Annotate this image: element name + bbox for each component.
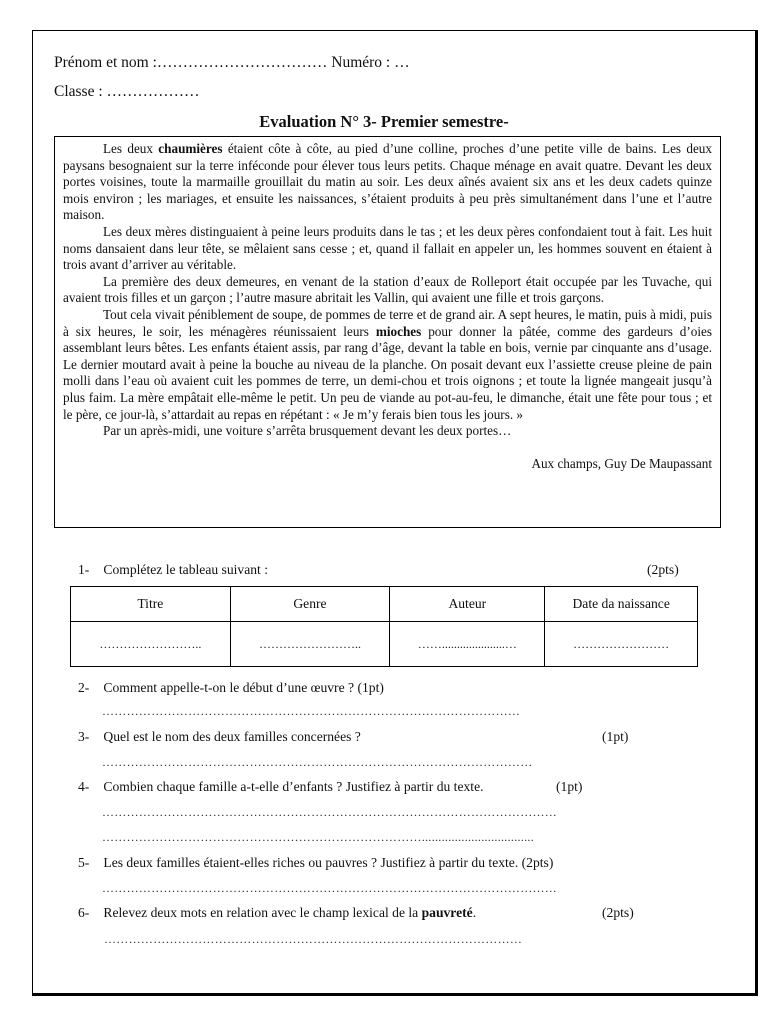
table-blank-birthdate[interactable]: ……………………	[545, 622, 698, 667]
table-blank-genre[interactable]: ……………………..	[230, 622, 390, 667]
answer-line[interactable]: …………………………………………………………………………………………………	[102, 881, 558, 895]
table-header-genre: Genre	[230, 587, 390, 622]
question-number: 1-	[78, 562, 90, 577]
answer-table	[70, 586, 698, 667]
table-blank-title[interactable]: ……………………..	[71, 622, 231, 667]
question-1	[78, 562, 268, 578]
question-number: 5-	[78, 855, 90, 870]
question-text: Relevez deux mots en relation avec le champ lexical de la pauvreté.	[103, 905, 477, 920]
page-title: Evaluation N° 3- Premier semestre-	[259, 112, 509, 131]
question-3-points: (1pt)	[602, 729, 629, 744]
reading-passage	[54, 136, 721, 528]
paragraph-4: Tout cela vivait péniblement de soupe, de pommes de terre et de grand air. A sept heures, le matin, puis à midi, puis à six heures, le soir, les ménagères réunissaient leurs mioches pour donner la pâtée, comme des gardeurs d’oies assemblant leurs bêtes. Les enfants étaient assis, par rang d’âge, devant la table en bois, vernie par cinquante ans d’usage. Le dernier moutard avait à peine la bouche au niveau de la planche. On posait devant eux l’assiette creuse pleine de pain molli dans l’eau où avaient cuit les pommes de terre, un demi-chou et trois oignons ; et toute la lignée mangeait jusqu’à plus faim. La mère empâtait elle-même le petit. Un peu de viande au pot-au-feu, le dimanche, était une fête pour tous ; et le père, ce jour-là, s’attardait au repas en répétant : « Je m’y ferais bien tous les jours. »	[63, 306, 712, 422]
answer-line[interactable]: ……………………………………………………………………………………………	[102, 755, 533, 769]
question-text: Quel est le nom des deux familles concernées ?	[103, 729, 361, 744]
question-text: Comment appelle-t-on le début d’une œuvre ? (1pt)	[103, 680, 384, 695]
bold-word-pauvrete: pauvreté	[421, 905, 473, 920]
question-6-points: (2pts)	[602, 905, 634, 920]
question-5	[78, 855, 553, 871]
question-number: 4-	[78, 779, 90, 794]
question-number: 2-	[78, 680, 90, 695]
attribution: Aux champs, Guy De Maupassant	[531, 455, 712, 471]
question-text: Les deux familles étaient-elles riches ou pauvres ? Justifiez à partir du texte. (2pts)	[103, 855, 554, 870]
table-header-title: Titre	[71, 587, 231, 622]
paragraph-5: Par un après-midi, une voiture s’arrêta brusquement devant les deux portes…	[103, 423, 512, 439]
table-blank-author[interactable]: …….....................…	[390, 622, 545, 667]
question-number: 3-	[78, 729, 90, 744]
question-4	[78, 779, 484, 795]
answer-line[interactable]: …………………………………………………………………………………………	[104, 932, 523, 946]
question-text: Complétez le tableau suivant :	[103, 562, 268, 577]
table-header-author: Auteur	[390, 587, 545, 622]
question-4-points: (1pt)	[556, 779, 583, 794]
bold-word-chaumieres: chaumières	[158, 141, 223, 156]
paragraph-1: Les deux chaumières étaient côte à côte, au pied d’une colline, proches d’une petite ville de bains. Les deux paysans besognaient sur la terre inféconde pour élever tous leurs petits. Chaque ménage en avait quatre. Devant les deux portes voisines, toute la marmaille grouillait du matin au soir. Les deux aînés avaient six ans et les deux cadets quinze mois environ ; les mariages, et ensuite les naissances, s’étaient produits à peu près simultanément dans l’une et l’autre maison.	[63, 141, 712, 223]
question-2	[78, 680, 384, 696]
name-number-line: Prénom et nom :…………………………… Numéro : …	[54, 54, 410, 71]
table-header-birthdate: Date da naissance	[545, 587, 698, 622]
paragraph-2: Les deux mères distinguaient à peine leurs produits dans le tas ; et les deux pères confondaient tout à fait. Les huit noms dansaient dans leur tête, se mêlaient sans cesse ; et, quand il fallait en appeler un, les hommes souvent en étaient à trois avant d’arriver au véritable.	[63, 223, 712, 273]
question-6	[78, 905, 476, 921]
bold-word-mioches: mioches	[375, 323, 422, 339]
answer-line[interactable]: …………………………………………………………………………………………………	[102, 805, 558, 819]
answer-line[interactable]: …………………………………………………………………………………………	[102, 704, 521, 718]
class-line: Classe : ………………	[54, 83, 200, 100]
question-text: Combien chaque famille a-t-elle d’enfants ? Justifiez à partir du texte.	[103, 779, 484, 794]
question-1-points: (2pts)	[647, 562, 679, 577]
question-number: 6-	[78, 905, 90, 920]
answer-line[interactable]: ……………………………………………………………………..................................	[102, 830, 534, 844]
paragraph-3: La première des deux demeures, en venant de la station d’eaux de Rolleport était occupée par les Tuvache, qui avaient trois filles et un garçon ; l’autre masure abritait les Vallin, qui avaient une fille et trois garçons.	[63, 273, 712, 306]
question-3	[78, 729, 361, 745]
